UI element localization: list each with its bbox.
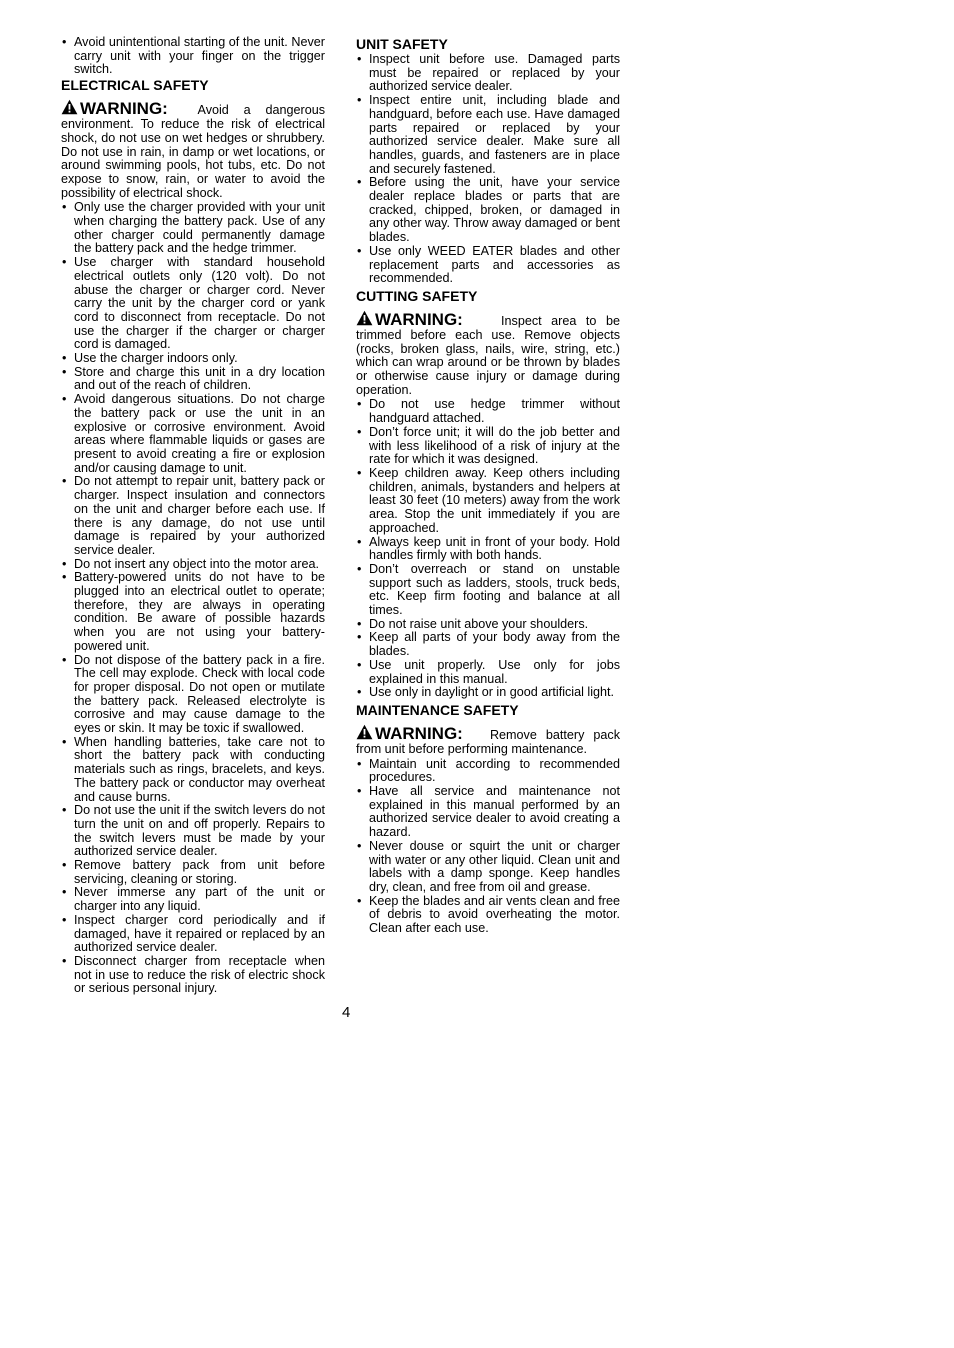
list-item: • Before using the unit, have your service dealer replace blades or parts that are cracked, chipped, broken, or damaged in any other way. Throw away damaged or bent blades. bbox=[356, 176, 620, 245]
list-item: • Inspect charger cord periodically and if damaged, have it repaired or replaced by an authorized service dealer. bbox=[61, 914, 325, 955]
list-item: • Disconnect charger from receptacle when not in use to reduce the risk of electric shock or serious personal injury. bbox=[61, 955, 325, 996]
maintenance-warning bbox=[356, 724, 620, 757]
list-item: • Use unit properly. Use only for jobs explained in this manual. bbox=[356, 659, 620, 686]
warning-icon bbox=[356, 310, 373, 326]
warning-label: WARNING: bbox=[375, 723, 463, 743]
cutting-safety-list bbox=[356, 398, 620, 699]
electrical-warning bbox=[61, 99, 325, 200]
warning-label: WARNING: bbox=[375, 309, 463, 329]
list-item: • Maintain unit according to recommended procedures. bbox=[356, 758, 620, 785]
list-item: • Battery-powered units do not have to be plugged into an electrical outlet to operate; therefore, they are always in operating condition. Be aware of possible hazards when you are not using your battery-powered unit. bbox=[61, 571, 325, 653]
list-item: • Do not insert any object into the motor area. bbox=[61, 558, 325, 572]
list-item: • Never douse or squirt the unit or charger with water or any other liquid. Clean unit and labels with a damp sponge. Keep handles dry, clean, and free from oil and grease. bbox=[356, 840, 620, 895]
page-number: 4 bbox=[342, 1004, 351, 1021]
list-item: • Inspect entire unit, including blade and handguard, before each use. Have damaged parts repaired or replaced by your authorized service dealer. Make sure all handles, guards, and fasteners are in place and securely fastened. bbox=[356, 94, 620, 176]
list-item: • Don’t force unit; it will do the job better and with less likelihood of a risk of injury at the rate for which it was designed. bbox=[356, 426, 620, 467]
list-item: • Store and charge this unit in a dry location and out of the reach of children. bbox=[61, 366, 325, 393]
warning-text: Avoid a dangerous environment. To reduce the risk of electrical shock, do not use on wet hedges or shrubbery. Do not use in rain, in damp or wet locations, or around swimming pools, hot tubs, etc. Do not expose to snow, rain, or water to avoid the possibility of electrical shock. bbox=[61, 103, 325, 200]
list-item: • Remove battery pack from unit before servicing, cleaning or storing. bbox=[61, 859, 325, 886]
list-item: • Do not use hedge trimmer without handguard attached. bbox=[356, 398, 620, 425]
list-item: • Do not raise unit above your shoulders. bbox=[356, 618, 620, 632]
list-item: • Use charger with standard household electrical outlets only (120 volt). Do not abuse the charger or charger cord. Never carry the unit by the charger cord or yank cord to disconnect from receptacle. Do not use the charger if the charger or charger cord is damaged. bbox=[61, 256, 325, 352]
electrical-safety-list bbox=[61, 201, 325, 996]
list-item: • When handling batteries, take care not to short the battery pack with conducting materials such as rings, bracelets, and keys. The battery pack or conductor may overheat and cause burns. bbox=[61, 736, 325, 805]
list-item: • Keep children away. Keep others including children, animals, bystanders and helpers at least 30 feet (10 meters) away from the work area. Stop the unit immediately if you are approached. bbox=[356, 467, 620, 536]
list-item: • Do not attempt to repair unit, battery pack or charger. Inspect insulation and connectors on the unit and charger before each use. If there is any damage, do not use until damage is repaired by your authorized service dealer. bbox=[61, 475, 325, 557]
list-item: • Always keep unit in front of your body. Hold handles firmly with both hands. bbox=[356, 536, 620, 563]
list-item: • Keep all parts of your body away from the blades. bbox=[356, 631, 620, 658]
list-item: • Use the charger indoors only. bbox=[61, 352, 325, 366]
warning-label: WARNING: bbox=[80, 99, 168, 119]
list-item: • Use only in daylight or in good artificial light. bbox=[356, 686, 620, 700]
list-item: • Have all service and maintenance not explained in this manual performed by an authorized service dealer to avoid creating a hazard. bbox=[356, 785, 620, 840]
cutting-warning bbox=[356, 310, 620, 398]
warning-text: Inspect area to be trimmed before each use. Remove objects (rocks, broken glass, nails, wire, string, etc.) which can wrap around or be thrown by blades or otherwise cause injury or damage during operation. bbox=[356, 313, 620, 397]
warning-icon bbox=[356, 724, 373, 740]
list-item: • Do not use the unit if the switch levers do not turn the unit on and off properly. Repairs to the switch levers must be made by your authorized service dealer. bbox=[61, 804, 325, 859]
cutting-safety-heading: CUTTING SAFETY bbox=[356, 287, 478, 304]
left-column bbox=[61, 36, 325, 996]
list-item: • Keep the blades and air vents clean and free of debris to avoid overheating the motor. Clean after each use. bbox=[356, 895, 620, 936]
unit-safety-heading: UNIT SAFETY bbox=[356, 36, 448, 52]
warning-icon bbox=[61, 99, 78, 115]
list-item: • Use only WEED EATER blades and other replacement parts and accessories as recommended. bbox=[356, 245, 620, 286]
warning-text: Remove battery pack from unit before performing maintenance. bbox=[356, 727, 621, 756]
list-item: • Never immerse any part of the unit or charger into any liquid. bbox=[61, 886, 325, 913]
list-item: • Do not dispose of the battery pack in a fire. The cell may explode. Check with local code for proper disposal. Do not open or mutilate the battery pack. Released electrolyte is corrosive and may cause damage to the eyes or skin. It may be toxic if swallowed. bbox=[61, 654, 325, 736]
list-item: • Avoid dangerous situations. Do not charge the battery pack or use the unit in an explosive or corrosive environment. Avoid areas where flammable liquids or gases are present to avoid creating a fire or explosion and/or causing damage to unit. bbox=[61, 393, 325, 475]
unit-safety-list bbox=[356, 53, 620, 286]
electrical-safety-heading: ELECTRICAL SAFETY bbox=[61, 77, 209, 94]
intro-list bbox=[61, 36, 325, 77]
maintenance-safety-heading: MAINTENANCE SAFETY bbox=[356, 701, 519, 718]
list-item: • Only use the charger provided with your unit when charging the battery pack. Use of any other charger could permanently damage the battery pack and the hedge trimmer. bbox=[61, 201, 325, 256]
list-item: • Inspect unit before use. Damaged parts must be repaired or replaced by your authorized service dealer. bbox=[356, 53, 620, 94]
right-column bbox=[356, 36, 620, 936]
list-item: • Avoid unintentional starting of the unit. Never carry unit with your finger on the trigger switch. bbox=[61, 36, 325, 77]
list-item: • Don’t overreach or stand on unstable support such as ladders, stools, truck beds, etc. Keep firm footing and balance at all times. bbox=[356, 563, 620, 618]
maintenance-safety-list bbox=[356, 758, 620, 936]
